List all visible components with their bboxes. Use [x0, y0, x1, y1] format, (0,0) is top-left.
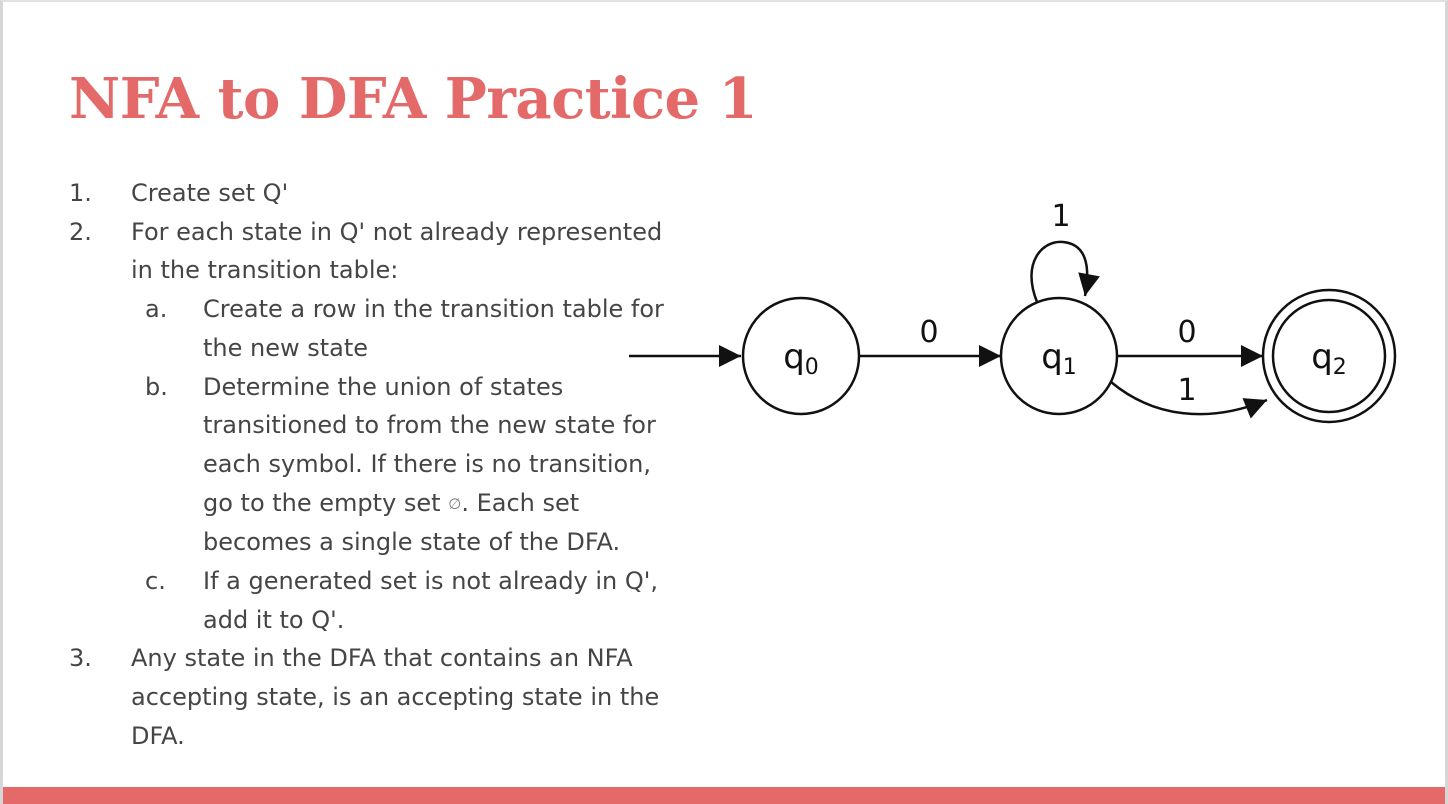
- step-text: Any state in the DFA that contains an NFA accepting state, is an accepting state in the DFA.: [131, 644, 660, 750]
- empty-set-symbol: ∅: [448, 494, 462, 513]
- step-2: [69, 213, 679, 640]
- bottom-accent-bar: [3, 787, 1445, 804]
- steps-list: [69, 174, 679, 756]
- transition-q1-q2-one-label: 1: [1177, 373, 1197, 408]
- step-number: 3.: [69, 644, 92, 673]
- state-q0-subscript: 0: [804, 355, 819, 380]
- substep-letter: c.: [145, 567, 166, 596]
- step-number: 1.: [69, 179, 92, 207]
- transition-q1-self-loop: [1031, 242, 1087, 302]
- substep-text-before: Determine the union of states transitioned to from the new state for each symbol. If there is no transition, go to the empty set: [203, 372, 656, 517]
- step-3: [69, 639, 679, 755]
- slide-title: NFA to DFA Practice 1: [69, 66, 758, 132]
- nfa-diagram: [623, 192, 1413, 442]
- step-text: For each state in Q' not already represented in the transition table:: [131, 217, 663, 285]
- transition-q1-self-loop-label: 1: [1051, 199, 1071, 234]
- state-q0: [743, 298, 859, 414]
- state-q2-subscript: 2: [1332, 355, 1347, 380]
- state-q0-label: q: [783, 337, 805, 377]
- state-q1-label: q: [1041, 337, 1063, 377]
- state-q2: [1263, 290, 1395, 422]
- state-q1-subscript: 1: [1062, 355, 1077, 380]
- substep-text: Create a row in the transition table for the new state: [203, 295, 664, 362]
- substep-text-after: . Each set becomes a single state of the DFA.: [203, 488, 621, 557]
- substep-text: [203, 368, 679, 563]
- step-number: 2.: [69, 217, 92, 246]
- state-q2-label: q: [1311, 337, 1333, 377]
- substep-b: [131, 368, 679, 563]
- step-1: [69, 174, 679, 213]
- state-q1: [1001, 298, 1117, 414]
- transition-q0-q1-label: 0: [919, 315, 939, 350]
- substep-letter: a.: [145, 295, 168, 324]
- substep-c: [131, 562, 679, 639]
- step-text: Create set Q': [131, 179, 289, 207]
- substep-text: If a generated set is not already in Q', add it to Q'.: [203, 567, 659, 634]
- substep-letter: b.: [145, 372, 168, 401]
- step-body: [131, 213, 679, 640]
- transition-q1-q2-zero-label: 0: [1177, 315, 1197, 350]
- substep-a: [131, 290, 679, 367]
